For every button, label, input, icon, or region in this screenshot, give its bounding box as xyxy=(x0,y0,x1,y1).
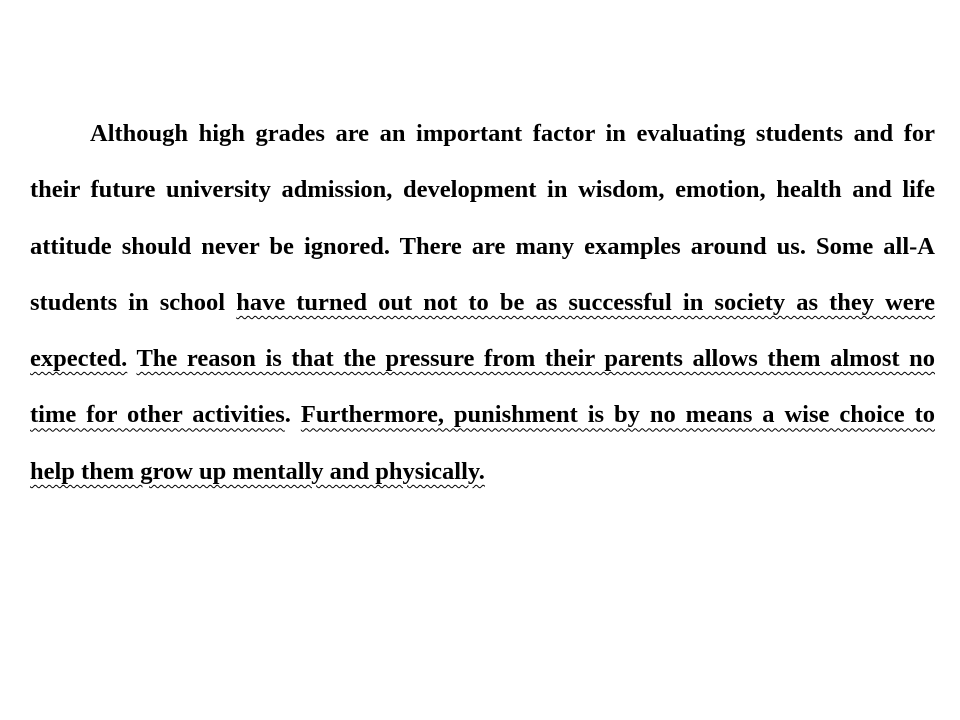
sentence-intro: Although high grades are an important factor in evaluating students and for their future university admission, development in wisdom, emotion, health and life attitude should never be ignored. There are many examples around us. Some all-A students in school xyxy=(30,120,935,316)
underlined-phrase-furthermore: Furthermore, punishment is by no means a wise choice to help them grow up mentally and physically. xyxy=(30,401,935,485)
underlined-phrase-expected: have turned out not to be as successful in society as they were expected. xyxy=(30,288,935,373)
essay-paragraph xyxy=(30,106,935,500)
separator-period: . xyxy=(284,401,301,429)
underlined-phrase-reason: The reason is that the pressure from their parents allows them almost no time for other activities xyxy=(30,345,935,429)
